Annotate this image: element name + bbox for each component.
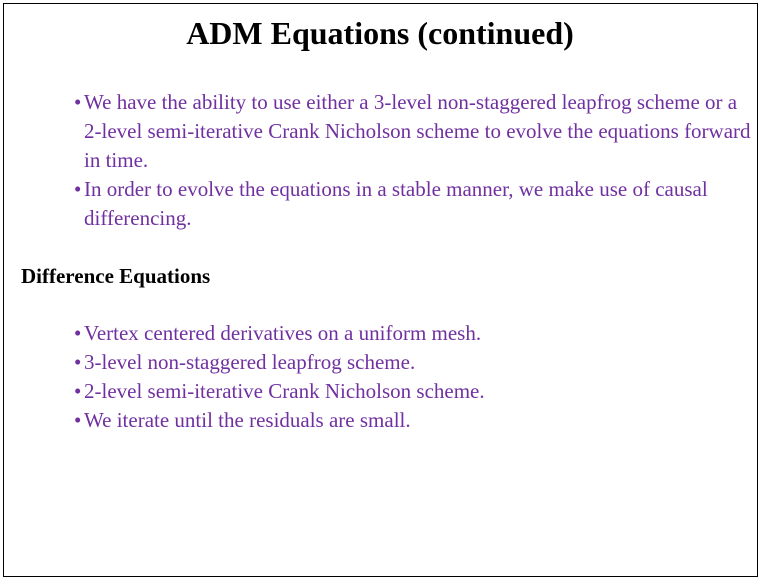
bullet-icon: • bbox=[74, 379, 82, 403]
bullet-icon: • bbox=[74, 350, 82, 374]
intro-bullet-list bbox=[72, 88, 752, 233]
bullet-text: We iterate until the residuals are small. bbox=[84, 408, 411, 432]
bullet-icon: • bbox=[74, 177, 82, 201]
section-heading: Difference Equations bbox=[21, 264, 211, 288]
bullet-icon: • bbox=[74, 90, 82, 114]
bullet-text: 3-level non-staggered leapfrog scheme. bbox=[84, 350, 416, 374]
bullet-icon: • bbox=[74, 408, 82, 432]
list-item bbox=[72, 175, 752, 233]
list-item bbox=[72, 88, 752, 175]
list-item bbox=[72, 406, 752, 435]
slide-title: ADM Equations (continued) bbox=[186, 15, 574, 51]
list-item bbox=[72, 319, 752, 348]
list-item bbox=[72, 348, 752, 377]
bullet-text: In order to evolve the equations in a stable manner, we make use of causal differencing. bbox=[84, 177, 708, 230]
bullet-text: We have the ability to use either a 3-level non-staggered leapfrog scheme or a 2-level semi-iterative Crank Nicholson scheme to evolve the equations forward in time. bbox=[84, 90, 751, 172]
difference-equations-bullet-list bbox=[72, 319, 752, 435]
bullet-text: Vertex centered derivatives on a uniform mesh. bbox=[84, 321, 482, 345]
bullet-text: 2-level semi-iterative Crank Nicholson scheme. bbox=[84, 379, 485, 403]
bullet-icon: • bbox=[74, 321, 82, 345]
list-item bbox=[72, 377, 752, 406]
